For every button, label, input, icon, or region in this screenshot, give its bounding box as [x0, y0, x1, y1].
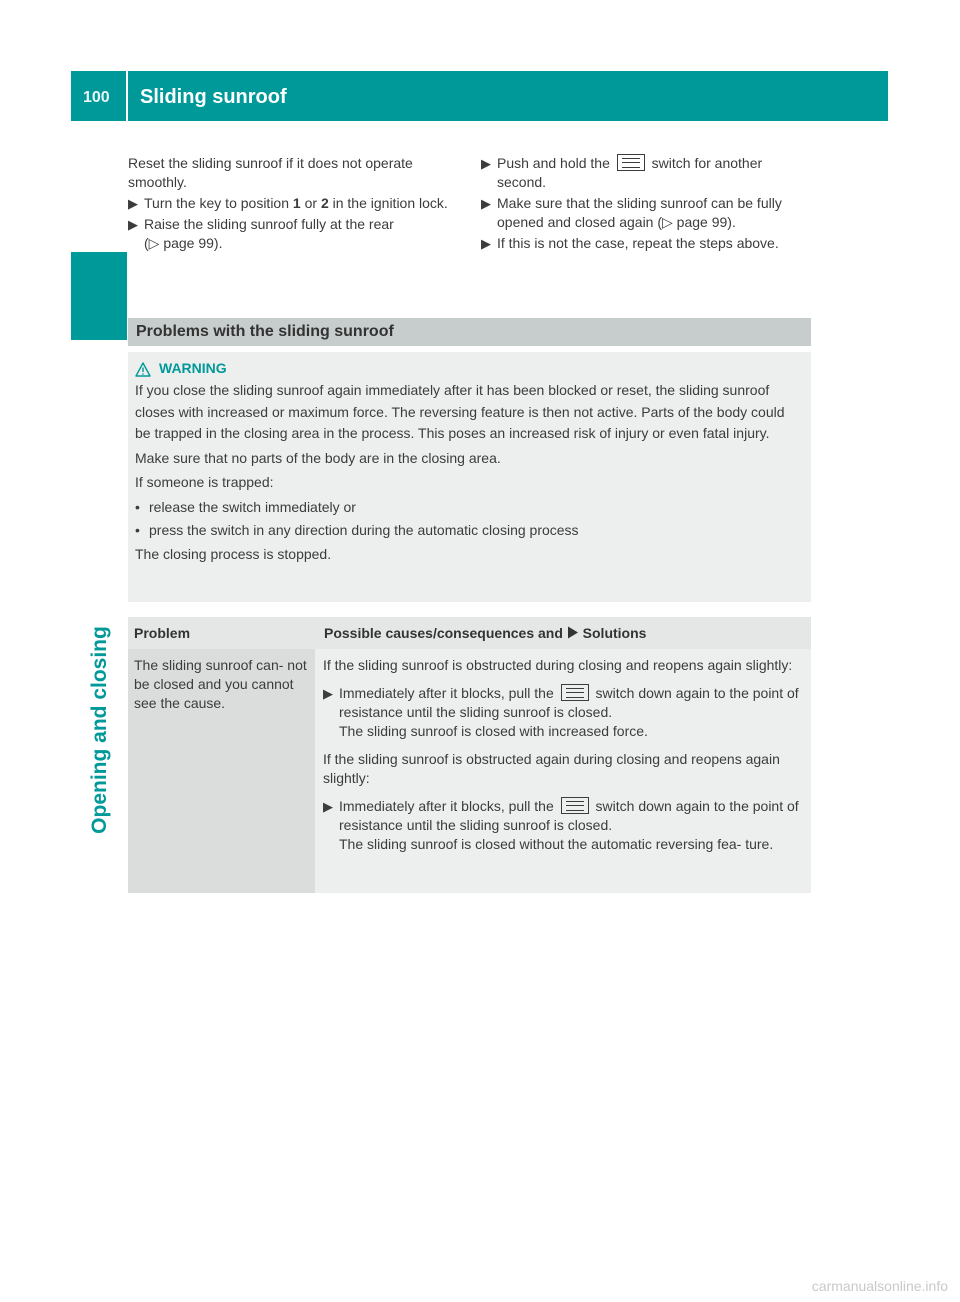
footer-watermark: carmanualsonline.info	[811, 1278, 948, 1294]
page-title: Sliding sunroof	[140, 86, 287, 108]
chapter-label-text: Opening and closing	[88, 626, 111, 834]
solution-step-1-text: Immediately after it blocks, pull the	[339, 685, 554, 701]
reset-step-1	[128, 194, 463, 213]
step-arrow-icon: ▶	[481, 156, 491, 171]
warning-paragraph-2: Make sure that no parts of the body are in the closing area.	[135, 449, 501, 466]
reset-step-2	[128, 215, 463, 253]
solution-paragraph-1: If the sliding sunroof is obstructed during closing and reopens again slightly:	[323, 657, 793, 673]
solution-step-2	[323, 797, 803, 854]
step-arrow-icon: ▶	[128, 217, 138, 232]
reset-step-4	[481, 194, 813, 232]
warning-bullet-2	[135, 520, 803, 542]
warning-bullet-1-text: release the switch immediately or	[149, 498, 356, 515]
solution-step-1-post: switch down again to the point of resistance until the sliding sunroof is closed.	[339, 685, 799, 720]
header-divider	[126, 71, 128, 121]
warning-triangle-icon	[135, 362, 151, 377]
reset-step-3-post: switch for another second.	[497, 155, 763, 190]
bullet-icon: •	[135, 498, 140, 515]
warning-paragraph-1: If you close the sliding sunroof again immediately after it has been blocked or reset, the sliding sunroof closes with increased or maximum force. The reversing feature is then not active. Parts of the body could be trapped in the closing area in the process. This poses an increased risk of injury or even fatal injury.	[135, 382, 785, 441]
warning-paragraph-3: If someone is trapped:	[135, 474, 274, 490]
warning-panel	[128, 352, 811, 602]
page-number: 100	[83, 89, 110, 106]
warning-title	[135, 358, 803, 380]
reset-step-5	[481, 234, 813, 253]
key-position-2: 2	[320, 195, 329, 211]
table-cell-problem	[128, 649, 315, 893]
reset-step-1-post: in the ignition lock.	[328, 195, 448, 211]
step-arrow-icon: ▶	[128, 196, 138, 211]
step-arrow-icon: ▶	[481, 196, 491, 211]
solution-paragraph-2: If the sliding sunroof is obstructed again during closing and reopens again slightly:	[323, 751, 780, 786]
solution-arrow-icon	[567, 626, 579, 639]
step-arrow-icon: ▶	[323, 799, 333, 814]
sunroof-switch-icon	[561, 684, 589, 701]
reset-step-5-text: If this is not the case, repeat the steps above.	[497, 235, 779, 251]
solution-step-2-result: The sliding sunroof is closed without the automatic reversing fea- ture.	[339, 836, 774, 852]
table-header-row	[128, 617, 811, 649]
table-header-solutions-post: Solutions	[582, 625, 647, 641]
reset-step-3	[481, 154, 813, 192]
chapter-tab	[71, 252, 127, 340]
sunroof-switch-icon	[617, 154, 645, 171]
reset-right-column	[481, 154, 813, 253]
reset-step-1-text: Turn the key to position	[144, 195, 293, 211]
sunroof-switch-icon	[561, 797, 589, 814]
reset-step-1-or: or	[300, 195, 321, 211]
solution-step-2-post: switch down again to the point of resistance until the sliding sunroof is closed.	[339, 798, 799, 833]
key-position-1: 1	[292, 195, 301, 211]
warning-label: WARNING	[159, 360, 227, 377]
table-header-solutions-pre: Possible causes/consequences and	[324, 625, 563, 641]
section-header	[128, 318, 811, 346]
chapter-label	[85, 600, 115, 860]
reset-step-4-text: Make sure that the sliding sunroof can be fully opened and closed again (▷ page 99).	[497, 195, 782, 230]
problem-text: The sliding sunroof can- not be closed and you cannot see the cause.	[134, 657, 307, 711]
bullet-icon: •	[135, 522, 140, 538]
page-reference[interactable]: (▷ page 99).	[144, 235, 223, 251]
table-header-solutions	[324, 625, 646, 641]
reset-left-column	[128, 154, 463, 253]
solution-step-1	[323, 684, 803, 741]
page-header	[71, 71, 888, 121]
warning-paragraph-4: The closing process is stopped.	[135, 545, 332, 562]
reset-step-2-text: Raise the sliding sunroof fully at the rear	[144, 216, 394, 232]
warning-bullet-2-text: press the switch in any direction during the automatic closing process	[149, 522, 579, 538]
reset-intro: Reset the sliding sunroof if it does not operate smoothly.	[128, 155, 413, 190]
table-cell-solutions	[315, 649, 811, 893]
solution-step-2-text: Immediately after it blocks, pull the	[339, 798, 554, 814]
reset-step-3-text: Push and hold the	[497, 155, 610, 171]
warning-bullet-1	[135, 497, 803, 519]
table-header-problem: Problem	[134, 625, 191, 641]
step-arrow-icon: ▶	[323, 686, 333, 701]
section-title: Problems with the sliding sunroof	[136, 323, 394, 340]
solution-step-1-result: The sliding sunroof is closed with increased force.	[339, 723, 648, 739]
step-arrow-icon: ▶	[481, 236, 491, 251]
